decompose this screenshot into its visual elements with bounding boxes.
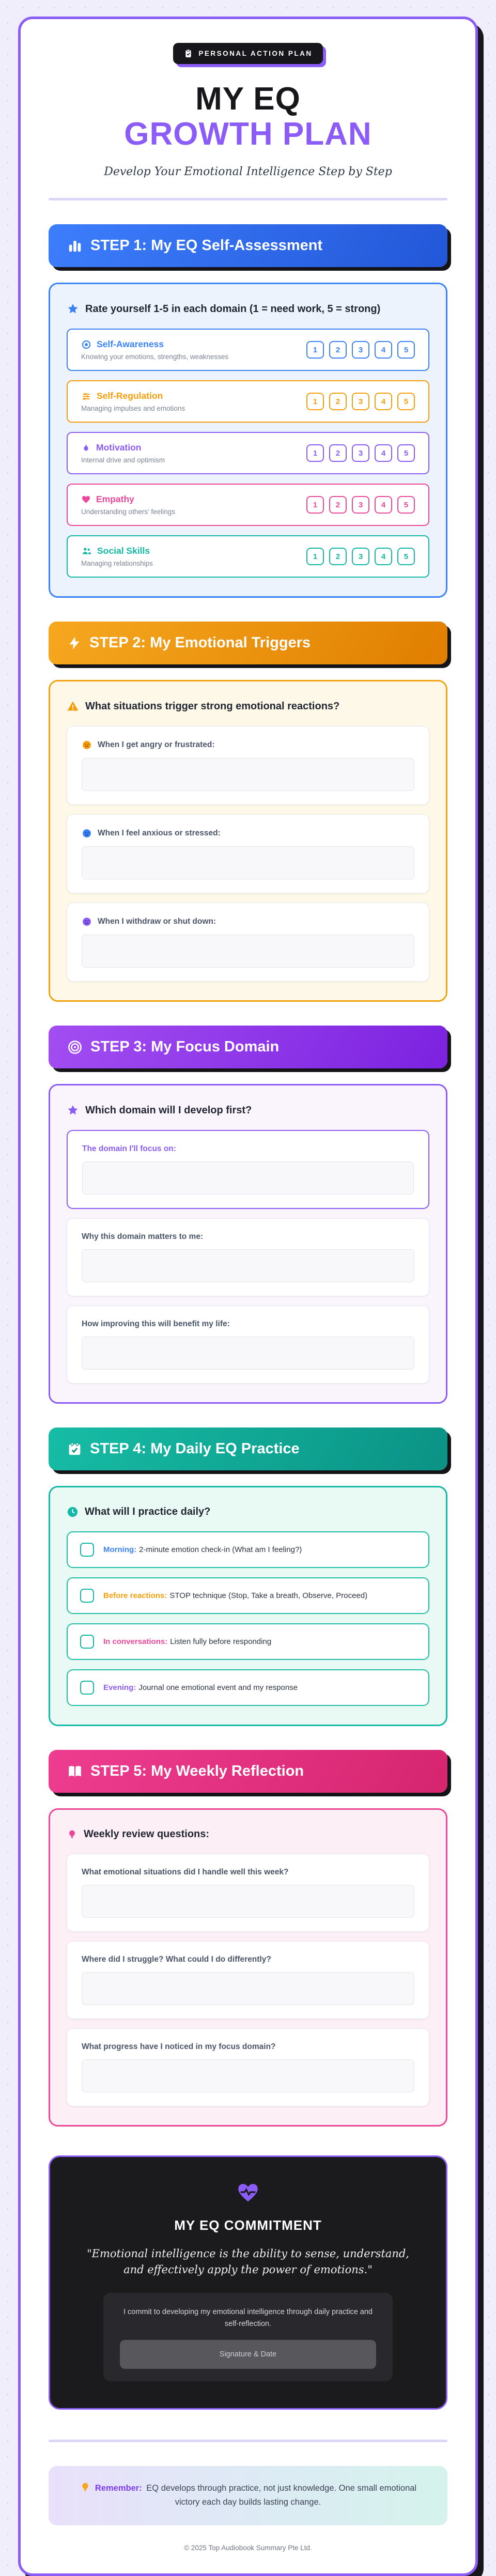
domain-desc: Knowing your emotions, strengths, weaknesses — [81, 353, 229, 361]
rating-button-1[interactable]: 1 — [306, 496, 324, 514]
domain-name: Motivation — [96, 442, 142, 453]
rating-button-2[interactable]: 2 — [329, 341, 347, 359]
commitment-quote: "Emotional intelligence is the ability to sense, understand, and effectively apply the power of emotions." — [86, 2247, 409, 2276]
reflection-input-2[interactable] — [82, 1972, 414, 2005]
question-label: What emotional situations did I handle well this week? — [82, 1868, 289, 1877]
field-label: The domain I'll focus on: — [82, 1144, 176, 1154]
flame-icon — [81, 443, 91, 453]
rating-button-3[interactable]: 3 — [352, 548, 369, 565]
trigger-angry-input[interactable] — [82, 758, 414, 791]
rating-button-4[interactable]: 4 — [375, 548, 392, 565]
clock-icon — [67, 1506, 79, 1518]
benefit-input[interactable] — [82, 1337, 414, 1370]
practice-text: 2-minute emotion check-in (What am I feeling?) — [139, 1545, 302, 1555]
sliders-icon — [81, 391, 91, 401]
clipboard-icon — [183, 49, 193, 58]
rating-button-2[interactable]: 2 — [329, 444, 347, 462]
morning-checkbox[interactable] — [80, 1543, 94, 1557]
practice-item-evening — [67, 1669, 429, 1706]
rating-button-3[interactable]: 3 — [352, 444, 369, 462]
domain-name: Empathy — [96, 494, 134, 505]
star-icon — [67, 303, 79, 315]
domain-row-social-skills — [67, 535, 429, 578]
trigger-label: When I withdraw or shut down: — [98, 917, 216, 926]
domain-name: Social Skills — [97, 546, 150, 556]
question-label: Where did I struggle? What could I do differently? — [82, 1955, 271, 1964]
plan-badge — [173, 43, 322, 64]
why-matters-card — [67, 1218, 429, 1296]
step2-prompt-text: What situations trigger strong emotional reactions? — [85, 700, 340, 712]
warning-icon — [67, 700, 79, 712]
domain-row-empathy — [67, 484, 429, 526]
commitment-panel — [49, 2155, 447, 2410]
anxious-face-icon — [82, 828, 92, 839]
footer-divider — [49, 2440, 447, 2442]
domain-desc: Internal drive and optimism — [81, 456, 165, 464]
focus-domain-input[interactable] — [82, 1161, 414, 1194]
practice-item-before-reactions — [67, 1577, 429, 1614]
document-header — [49, 43, 447, 200]
rating-button-4[interactable]: 4 — [375, 444, 392, 462]
step1-header — [49, 224, 447, 267]
rating-button-5[interactable]: 5 — [397, 548, 415, 565]
reflection-card-2 — [67, 1941, 429, 2019]
step4-section — [49, 1486, 447, 1726]
star-icon — [67, 1104, 79, 1116]
step4-title: STEP 4: My Daily EQ Practice — [90, 1440, 300, 1457]
practice-text: STOP technique (Stop, Take a breath, Observe, Proceed) — [169, 1591, 368, 1601]
rating-button-2[interactable]: 2 — [329, 393, 347, 410]
practice-label: Morning: — [103, 1545, 137, 1555]
step2-prompt — [67, 700, 429, 712]
domain-name: Self-Regulation — [97, 391, 163, 401]
reflection-card-1 — [67, 1854, 429, 1932]
step1-title: STEP 1: My EQ Self-Assessment — [90, 237, 323, 254]
rating-button-5[interactable]: 5 — [397, 444, 415, 462]
rating-scale — [306, 393, 415, 410]
step3-header — [49, 1026, 447, 1068]
rating-button-5[interactable]: 5 — [397, 341, 415, 359]
page-subtitle: Develop Your Emotional Intelligence Step by Step — [104, 165, 392, 179]
step4-prompt — [67, 1506, 429, 1518]
benefit-card — [67, 1306, 429, 1384]
heart-icon — [81, 494, 91, 504]
rating-button-2[interactable]: 2 — [329, 496, 347, 514]
trigger-label: When I get angry or frustrated: — [98, 740, 215, 750]
rating-button-3[interactable]: 3 — [352, 341, 369, 359]
domain-desc: Understanding others' feelings — [81, 508, 175, 516]
step4-header — [49, 1427, 447, 1470]
step3-title: STEP 3: My Focus Domain — [90, 1038, 280, 1056]
remember-note — [49, 2466, 447, 2525]
open-book-icon — [67, 1764, 83, 1779]
rating-button-2[interactable]: 2 — [329, 548, 347, 565]
signature-field[interactable]: Signature & Date — [120, 2340, 376, 2369]
rating-button-4[interactable]: 4 — [375, 393, 392, 410]
rating-button-1[interactable]: 1 — [306, 393, 324, 410]
domain-row-motivation — [67, 432, 429, 474]
rating-scale — [306, 548, 415, 565]
step1-prompt — [67, 303, 429, 315]
step5-prompt — [67, 1828, 429, 1840]
rating-button-5[interactable]: 5 — [397, 393, 415, 410]
calendar-check-icon — [67, 1441, 82, 1456]
trigger-label: When I feel anxious or stressed: — [98, 829, 221, 838]
practice-text: Journal one emotional event and my response — [138, 1683, 298, 1693]
step5-prompt-text: Weekly review questions: — [84, 1828, 210, 1840]
conversations-checkbox[interactable] — [80, 1635, 94, 1649]
step1-section — [49, 283, 447, 598]
focus-domain-card — [67, 1130, 429, 1209]
step1-prompt-text: Rate yourself 1-5 in each domain (1 = need work, 5 = strong) — [85, 303, 381, 315]
trigger-anxious-input[interactable] — [82, 846, 414, 879]
plan-badge-label: PERSONAL ACTION PLAN — [198, 50, 313, 57]
domain-row-self-awareness — [67, 329, 429, 371]
remember-text: EQ develops through practice, not just knowledge. One small emotional victory each day builds lasting change. — [146, 2484, 417, 2507]
reflection-input-3[interactable] — [82, 2059, 414, 2092]
practice-item-morning — [67, 1531, 429, 1568]
rating-scale — [306, 496, 415, 514]
rating-button-4[interactable]: 4 — [375, 341, 392, 359]
step2-title: STEP 2: My Emotional Triggers — [89, 634, 311, 651]
lightbulb-icon — [80, 2481, 91, 2493]
copyright-line: © 2025 Top Audiobook Summary Pte Ltd. — [184, 2543, 312, 2552]
rating-button-1[interactable]: 1 — [306, 341, 324, 359]
field-label: Why this domain matters to me: — [82, 1232, 204, 1242]
step3-section — [49, 1084, 447, 1404]
step5-title: STEP 5: My Weekly Reflection — [90, 1763, 304, 1780]
field-label: How improving this will benefit my life: — [82, 1320, 230, 1329]
rating-button-3[interactable]: 3 — [352, 496, 369, 514]
domain-name: Self-Awareness — [97, 339, 164, 350]
practice-label: In conversations: — [103, 1637, 168, 1647]
bar-chart-icon — [67, 238, 83, 254]
domain-desc: Managing relationships — [81, 560, 153, 568]
lightbulb-icon — [67, 1829, 78, 1840]
practice-item-conversations — [67, 1623, 429, 1660]
lightning-icon — [67, 636, 82, 650]
domain-desc: Managing impulses and emotions — [81, 405, 185, 413]
rating-button-3[interactable]: 3 — [352, 393, 369, 410]
angry-face-icon — [82, 740, 92, 750]
trigger-card-angry — [67, 726, 429, 805]
before-reactions-checkbox[interactable] — [80, 1589, 94, 1603]
trigger-card-withdraw — [67, 903, 429, 982]
pledge-text: I commit to developing my emotional intelligence through daily practice and self-reflection. — [123, 2308, 373, 2328]
rating-button-1[interactable]: 1 — [306, 444, 324, 462]
rating-scale — [306, 444, 415, 462]
trigger-withdraw-input[interactable] — [82, 935, 414, 968]
page-title-line2: GROWTH PLAN — [124, 116, 372, 152]
practice-label: Evening: — [103, 1683, 136, 1693]
pledge-box — [103, 2293, 393, 2381]
users-icon — [81, 546, 92, 556]
step5-section — [49, 1808, 447, 2127]
rating-scale — [306, 341, 415, 359]
step3-prompt-text: Which domain will I develop first? — [85, 1104, 252, 1116]
step2-header — [49, 622, 447, 664]
remember-label: Remember: — [95, 2484, 142, 2493]
domain-row-self-regulation — [67, 380, 429, 423]
step3-prompt — [67, 1104, 429, 1116]
step4-prompt-text: What will I practice daily? — [85, 1506, 211, 1518]
heart-pulse-icon — [236, 2181, 260, 2205]
eye-icon — [81, 339, 91, 350]
commitment-title: MY EQ COMMITMENT — [174, 2217, 322, 2233]
evening-checkbox[interactable] — [80, 1681, 94, 1695]
rating-button-5[interactable]: 5 — [397, 496, 415, 514]
neutral-face-icon — [82, 917, 92, 927]
practice-label: Before reactions: — [103, 1591, 167, 1601]
step5-header — [49, 1750, 447, 1793]
action-plan-card — [18, 17, 478, 2576]
step2-section — [49, 680, 447, 1002]
rating-button-4[interactable]: 4 — [375, 496, 392, 514]
header-divider — [49, 198, 447, 200]
target-icon — [67, 1039, 83, 1055]
why-matters-input[interactable] — [82, 1249, 414, 1282]
practice-text: Listen fully before responding — [170, 1637, 272, 1647]
reflection-input-1[interactable] — [82, 1885, 414, 1918]
question-label: What progress have I noticed in my focus domain? — [82, 2042, 276, 2052]
rating-button-1[interactable]: 1 — [306, 548, 324, 565]
trigger-card-anxious — [67, 814, 429, 893]
page-title-line1: MY EQ — [195, 81, 301, 117]
reflection-card-3 — [67, 2028, 429, 2106]
